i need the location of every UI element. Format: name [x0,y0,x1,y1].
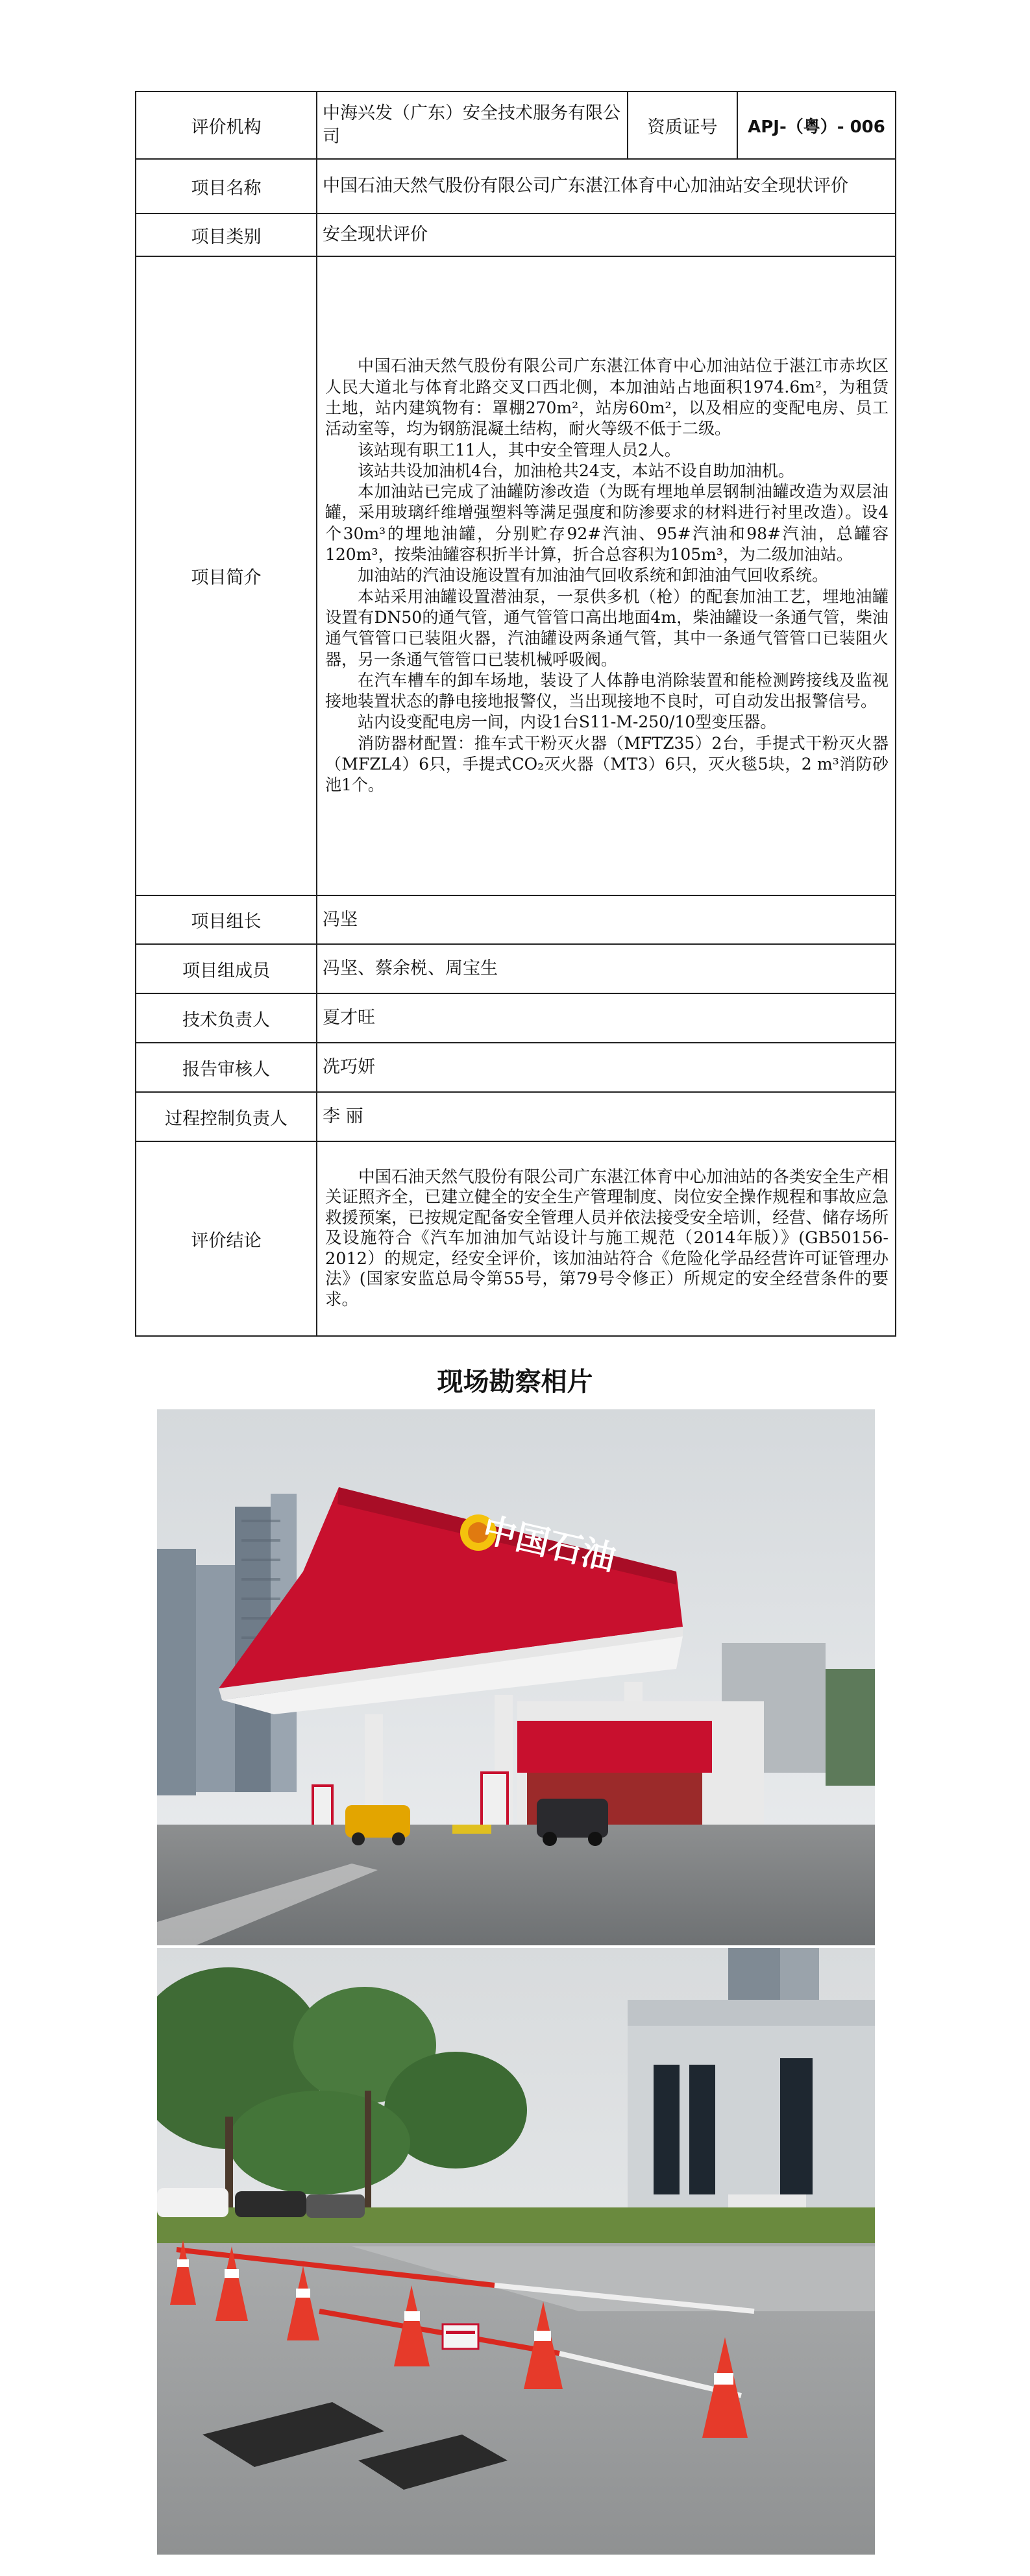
leader-value: 冯坚 [317,895,896,944]
unloading-area-photo [157,1948,875,2555]
cert-label: 资质证号 [628,91,737,159]
project-name-label: 项目名称 [136,159,317,213]
intro-label: 项目简介 [136,256,317,895]
intro-paragraph-dispensers: 该站共设加油机4台，加油枪共24支，本站不设自助加油机。 [358,461,794,480]
intro-paragraph-tanks: 本加油站已完成了油罐防渗改造（为既有埋地单层钢制油罐改造为双层油罐，采用玻璃纤维增强塑料等满足强度和防渗要求的材料进行衬里改造）。设4个30m³的埋地油罐，分别贮存92#汽油、95#汽油和98#汽油，总罐容120m³，按柴油罐容积折半计算，折合总容积为105m³，为二级加油站。 [325,482,889,565]
conclusion-label: 评价结论 [136,1141,317,1336]
intro-paragraph-staff: 该站现有职工11人，其中安全管理人员2人。 [358,440,681,459]
reviewer-label: 报告审核人 [136,1043,317,1092]
intro-content [317,256,896,895]
cert-value: APJ-（粤）- 006 [737,91,896,159]
reviewer-value: 冼巧妍 [317,1043,896,1092]
process-control-value: 李 丽 [317,1092,896,1141]
photos-heading: 现场勘察相片 [437,1367,593,1397]
conclusion-content [317,1141,896,1336]
intro-paragraph-fire-equipment: 消防器材配置：推车式干粉灭火器（MFTZ35）2台，手提式干粉灭火器（MFZL4）6只，手提式CO₂灭火器（MT3）6只，灭火毯5块，2 m³消防砂池1个。 [325,733,889,795]
process-control-label: 过程控制负责人 [136,1092,317,1141]
intro-paragraph-location: 中国石油天然气股份有限公司广东湛江体育中心加油站位于湛江市赤坎区人民大道北与体育北路交叉口西北侧，本加油站占地面积1974.6m²，为租赁土地，站内建筑物有：罩棚270m²，站房60m²，以及相应的变配电房、员工活动室等，均为钢筋混凝土结构，耐火等级不低于二级。 [325,356,889,439]
project-name-value: 中国石油天然气股份有限公司广东湛江体育中心加油站安全现状评价 [317,159,896,213]
canopy-sign: 中国石油 [478,1510,619,1579]
gas-station-photo [157,1409,875,1945]
tech-label: 技术负责人 [136,993,317,1043]
intro-paragraph-transformer: 站内设变配电房一间，内设1台S11-M-250/10型变压器。 [358,712,777,732]
intro-paragraph-static: 在汽车槽车的卸车场地，装设了人体静电消除装置和能检测跨接线及监视接地装置状态的静电接地报警仪，当出现接地不良时，可自动发出报警信号。 [325,670,889,711]
members-label: 项目组成员 [136,944,317,993]
evaluation-info-table [135,91,896,1337]
conclusion-text: 中国石油天然气股份有限公司广东湛江体育中心加油站的各类安全生产相关证照齐全，已建立健全的安全生产管理制度、岗位安全操作规程和事故应急救援预案，已按规定配备安全管理人员并依法接受安全培训，经营、储存场所及设施符合《汽车加油加气站设计与施工规范（2014年版）》(GB50156-2012）的规定，经安全评价，该加油站符合《危险化学品经营许可证管理办法》(国家安监总局令第55号，第79号令修正）所规定的安全经营条件的要求。 [325,1167,889,1309]
org-value: 中海兴发（广东）安全技术服务有限公司 [317,91,628,159]
leader-label: 项目组长 [136,895,317,944]
project-type-label: 项目类别 [136,213,317,256]
intro-paragraph-vapor-recovery: 加油站的汽油设施设置有加油油气回收系统和卸油油气回收系统。 [358,566,829,585]
members-value: 冯坚、蔡余棁、周宝生 [317,944,896,993]
org-label: 评价机构 [136,91,317,159]
intro-paragraph-pump-process: 本站采用油罐设置潜油泵，一泵供多机（枪）的配套加油工艺，埋地油罐设置有DN50的通气管，通气管管口高出地面4m，柴油罐设一条通气管，柴油通气管管口已装阻火器，汽油罐设两条通气管，其中一条通气管管口已装阻火器，另一条通气管管口已装机械呼吸阀。 [325,587,889,669]
tech-value: 夏才旺 [317,993,896,1043]
project-type-value: 安全现状评价 [317,213,896,256]
